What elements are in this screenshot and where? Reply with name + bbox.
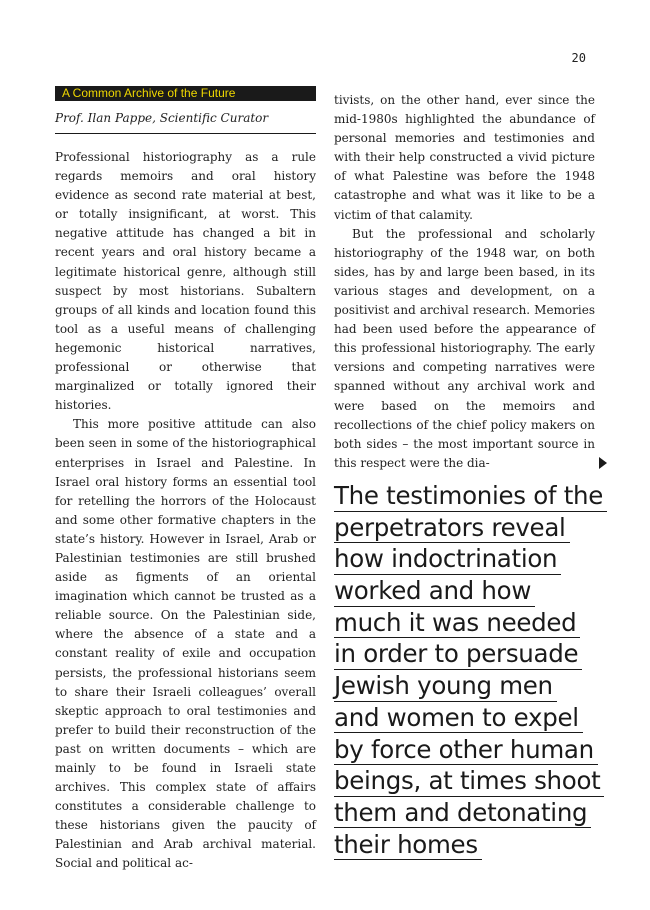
left-column	[55, 148, 316, 874]
pull-quote-line: in order to persuade	[334, 639, 582, 670]
pull-quote-line: by force other human	[334, 735, 598, 766]
section-label: A Common Archive of the Future	[55, 86, 316, 101]
pull-quote-line: their homes	[334, 830, 482, 861]
pull-quote	[334, 481, 604, 861]
pull-quote-line: perpetrators reveal	[334, 513, 570, 544]
triangle-right-icon	[599, 457, 607, 469]
pull-quote-line: much it was needed	[334, 608, 580, 639]
pull-quote-line: how indoctrination	[334, 544, 561, 575]
pull-quote-line: Jewish young men	[334, 671, 557, 702]
paragraph: But the professional and scholarly historiography of the 1948 war, on both sides, has by and large been based, in its various stages and development, on a positivist and archival research. Memories had been used before the appearance of this professional historiography. The early versions and competing narratives were spanned without any archival work and were based on the memoirs and recollections of the chief policy makers on both sides – the most important source in this respect were the dia-	[334, 226, 595, 470]
paragraph: Professional historiography as a rule regards memoirs and oral history evidence as second rate material at best, or totally insignificant, at worst. This negative attitude has changed a bit in recent years and oral history became a legitimate historical genre, although still suspect by most historians. Subaltern groups of all kinds and location found this tool as a useful means of challenging hegemonic historical narratives, professional or otherwise that marginalized or totally ignored their histories.	[55, 150, 316, 413]
byline: Prof. Ilan Pappe, Scientific Curator	[55, 107, 316, 134]
pull-quote-line: The testimonies of the	[334, 481, 607, 512]
pull-quote-line: them and detonating	[334, 798, 591, 829]
paragraph: This more positive attitude can also been seen in some of the historiographical enterprises in Israel and Palestine. In Israel oral history forms an essential tool for retelling the horrors of the Holocaust and some other formative chapters in the state’s history. However in Israel, Arab or Palestinian testimonies are still brushed aside as figments of an oriental imagination which cannot be trusted as a reliable source. On the Palestinian side, where the absence of a state and a constant reality of exile and occupation persists, the professional historians seem to share their Israeli colleagues’ overall skeptic approach to oral testimonies and prefer to build their reconstruction of the past on written documents – which are mainly to be found in Israeli state archives. This complex state of affairs constitutes a considerable challenge to these historians given the paucity of Palestinian and Arab archival material. Social and political ac-	[55, 417, 316, 871]
pull-quote-line: worked and how	[334, 576, 535, 607]
paragraph: tivists, on the other hand, ever since the mid-1980s highlighted the abundance of personal memories and testimonies and with their help constructed a vivid picture of what Palestine was before the 1948 catastrophe and what was it like to be a victim of that calamity.	[334, 93, 595, 222]
page-number: 20	[571, 51, 586, 65]
pull-quote-line: and women to expel	[334, 703, 583, 734]
right-column	[334, 91, 595, 473]
pull-quote-line: beings, at times shoot	[334, 766, 604, 797]
